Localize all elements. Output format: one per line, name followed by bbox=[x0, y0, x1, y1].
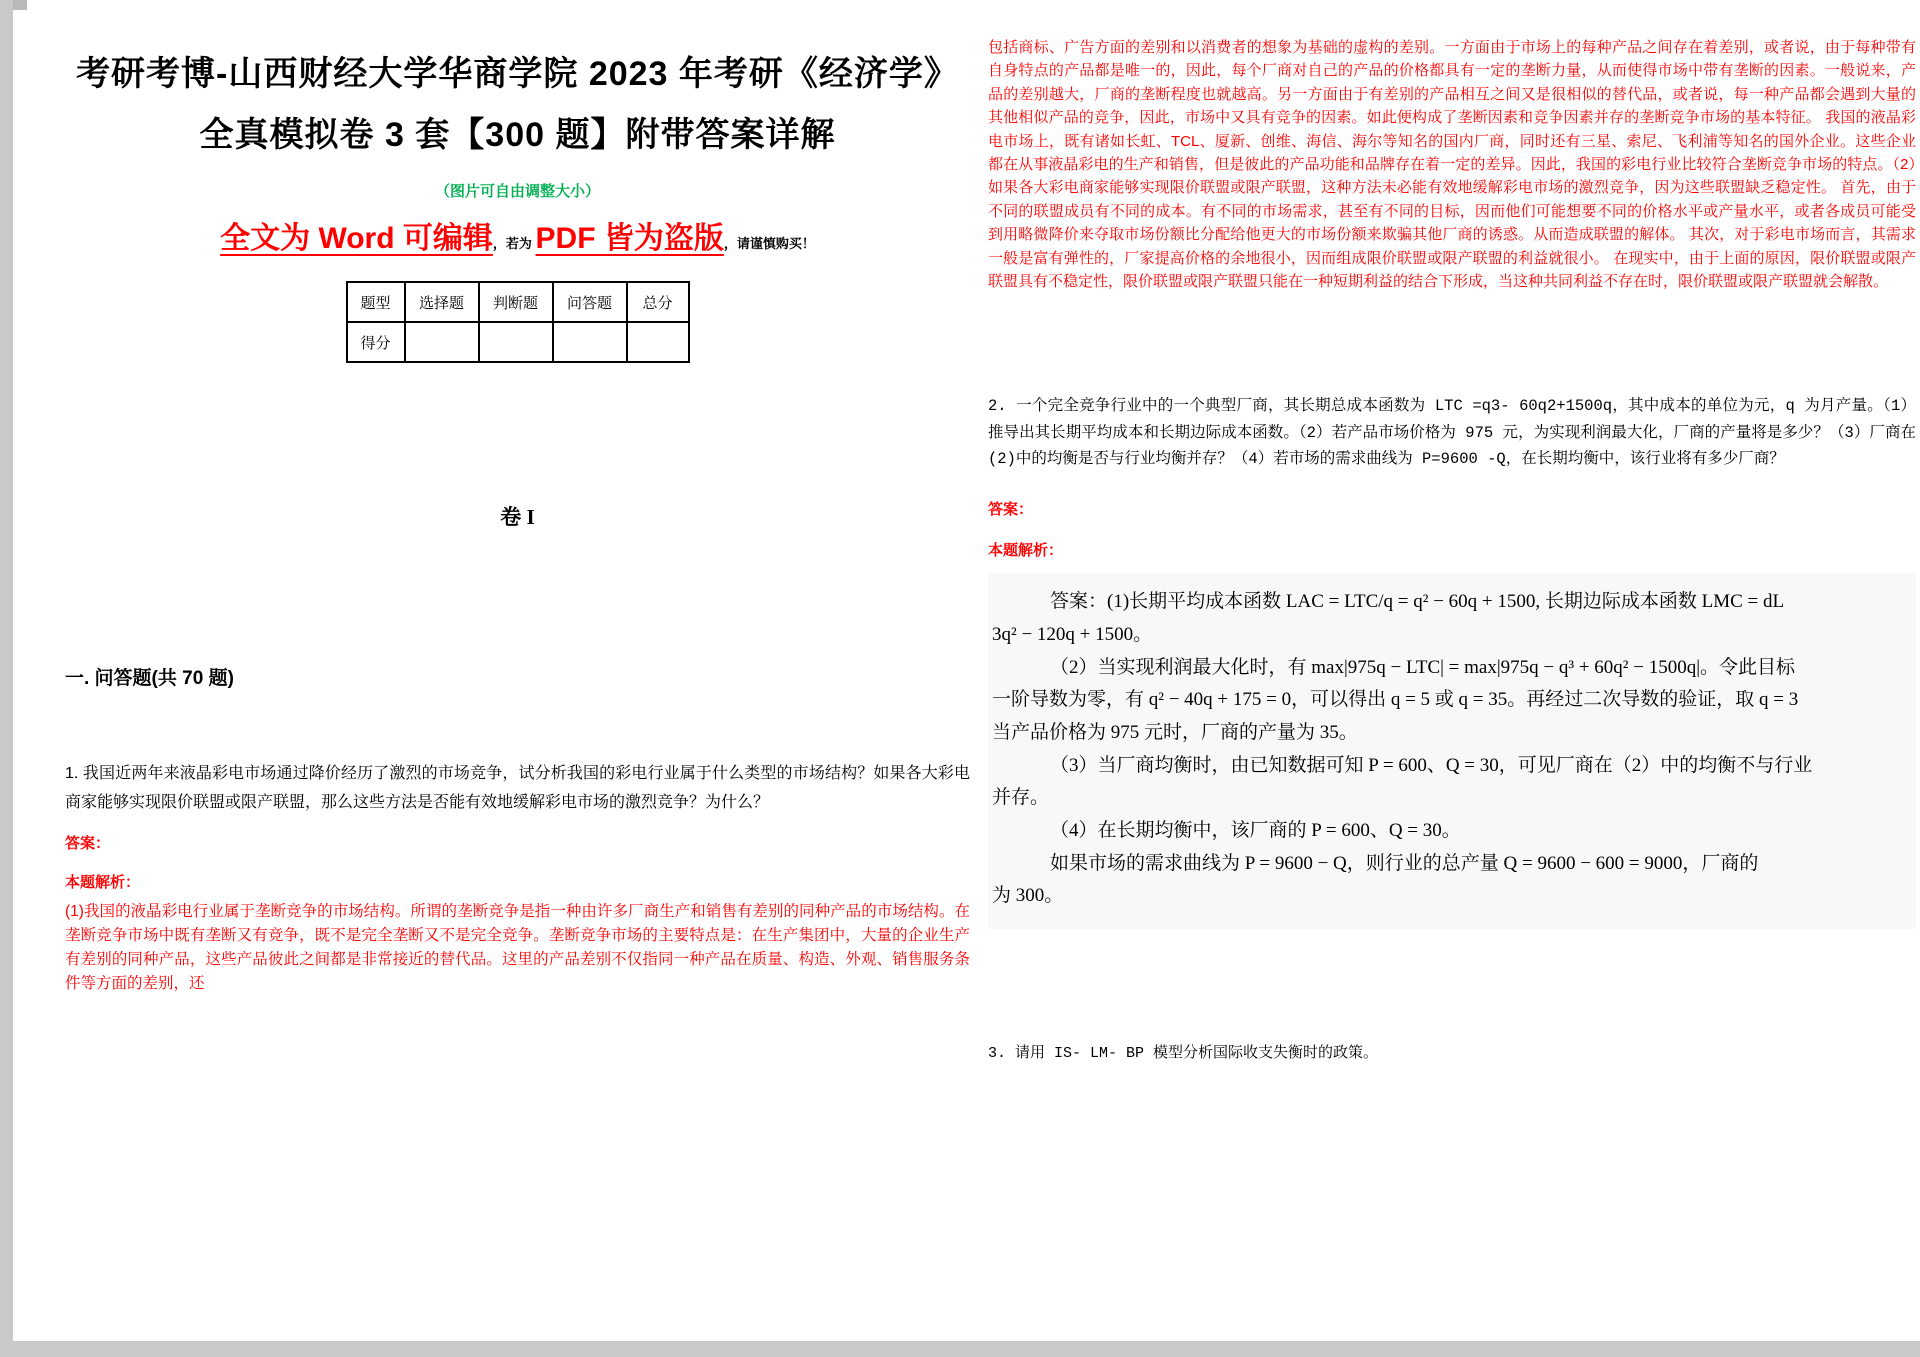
scan-artifact bbox=[13, 0, 27, 10]
question-3-text: 3. 请用 IS- LM- BP 模型分析国际收支失衡时的政策。 bbox=[988, 1045, 1379, 1063]
score-cell-empty bbox=[627, 322, 689, 362]
table-header-qa: 问答题 bbox=[553, 282, 627, 322]
purchase-notice bbox=[65, 213, 970, 257]
math-line: 如果市场的需求曲线为 P = 9600 − Q，则行业的总产量 Q = 9600 − 600 = 9000，厂商的 bbox=[1050, 852, 1759, 874]
math-line: 并存。 bbox=[992, 787, 1050, 809]
answer-label-q1: 答案： bbox=[65, 834, 111, 852]
score-table bbox=[346, 281, 690, 363]
question-1-text: 1. 我国近两年来液晶彩电市场通过降价经历了激烈的市场竞争，试分析我国的彩电行业属于什么类型的市场结构？如果各大彩电商家能够实现限价联盟或限产联盟，那么这些方法是否能有效地缓解彩电市场的激烈竞争？为什么？ bbox=[65, 765, 970, 812]
answer-label-q2: 答案： bbox=[988, 501, 1034, 519]
q1-analysis-text: (1)我国的液晶彩电行业属于垄断竞争的市场结构。所谓的垄断竞争是指一种由许多厂商生产和销售有差别的同种产品的市场结构。在垄断竞争市场中既有垄断又有竞争，既不是完全垄断又不是完全竞争。垄断竞争市场的主要特点是：在生产集团中，大量的企业生产有差别的同种产品，这些产品彼此之间都是非常接近的替代品。这里的产品差别不仅指同一种产品在质量、构造、外观、销售服务条件等方面的差别，还 bbox=[65, 902, 970, 993]
analysis-label-q2: 本题解析： bbox=[988, 542, 1064, 560]
score-cell-empty bbox=[479, 322, 553, 362]
math-line: 答案：(1)长期平均成本函数 LAC = LTC/q = q² − 60q + 1500, 长期边际成本函数 LMC = dL bbox=[1050, 591, 1785, 613]
q1-analysis-continuation: 包括商标、广告方面的差别和以消费者的想象为基础的虚构的差别。一方面由于市场上的每种产品之间存在着差别，或者说，由于每种带有自身特点的产品都是唯一的，因此，每个厂商对自己的产品的价格都具有一定的垄断力量，从而使得市场中带有垄断的因素。一般说来，产品的差别越大，厂商的垄断程度也就越高。另一方面由于有差别的产品相互之间又是很相似的替代品，或者说，每一种产品都会遇到大量的其他相似产品的竞争，因此，市场中又具有竞争的因素。如此便构成了垄断因素和竞争因素并存的垄断竞争市场的基本特征。 我国的液晶彩电市场上，既有诸如长虹、TCL、厦新、创维、海信、海尔等知名的国内厂商，同时还有三星、索尼、飞利浦等知名的国外企业。这些企业都在从事液晶彩电的生产和销售，但是彼此的产品功能和品牌存在着一定的差异。因此，我国的彩电行业比较符合垄断竞争市场的特点。（2）如果各大彩电商家能够实现限价联盟或限产联盟，这种方法未必能有效地缓解彩电市场的激烈竞争，因为这些联盟缺乏稳定性。 首先，由于不同的联盟成员有不同的成本。有不同的市场需求，甚至有不同的目标，因而他们可能想要不同的价格水平或产量水平，或者各成员可能受到用略微降价来夺取市场份额比分配给他更大的市场份额来欺骗其他厂商的诱惑。从而造成联盟的解体。 其次，对于彩电市场而言，其需求一般是富有弹性的，厂家提高价格的余地很小，因而组成限价联盟或限产联盟的利益就很小。 在现实中，由于上面的原因，限价联盟或限产联盟具有不稳定性，限价联盟或限产联盟只能在一种短期利益的结合下形成，当这种共同利益不存在时，限价联盟或限产联盟就会解散。 bbox=[988, 39, 1916, 290]
math-line: （3）当厂商均衡时，由已知数据可知 P = 600、Q = 30，可见厂商在（2）中的均衡不与行业 bbox=[1050, 754, 1813, 776]
word-editable-text: 全文为 Word 可编辑 bbox=[220, 222, 493, 256]
score-cell-empty bbox=[553, 322, 627, 362]
score-cell-empty bbox=[405, 322, 479, 362]
section-heading: 一. 问答题(共 70 题) bbox=[65, 668, 234, 690]
volume-heading: 卷 I bbox=[500, 505, 535, 530]
math-line: 当产品价格为 975 元时，厂商的产量为 35。 bbox=[992, 722, 1358, 744]
math-line: 3q² − 120q + 1500。 bbox=[992, 624, 1153, 645]
analysis-label-q1: 本题解析： bbox=[65, 873, 141, 891]
math-line: （4）在长期均衡中，该厂商的 P = 600、Q = 30。 bbox=[1050, 820, 1461, 842]
right-column bbox=[988, 30, 1916, 1062]
table-header-multiple-choice: 选择题 bbox=[405, 282, 479, 322]
math-line: 为 300。 bbox=[992, 885, 1064, 907]
pdf-pirated-text: PDF 皆为盗版 bbox=[535, 222, 724, 256]
notice-separator-2: ，请谨慎购买！ bbox=[723, 236, 815, 252]
document-title: 考研考博-山西财经大学华商学院 2023 年考研《经济学》全真模拟卷 3 套【300 题】附带答案详解 bbox=[76, 55, 959, 155]
left-column bbox=[65, 30, 970, 996]
score-table-header-row bbox=[347, 282, 689, 322]
score-row-label: 得分 bbox=[347, 322, 405, 362]
table-header-true-false: 判断题 bbox=[479, 282, 553, 322]
q2-math-solution bbox=[988, 574, 1916, 929]
math-line: （2）当实现利润最大化时，有 max|975q − LTC| = max|975q − q³ + 60q² − 1500q|。令此目标 bbox=[1050, 656, 1795, 678]
math-line: 一阶导数为零，有 q² − 40q + 175 = 0，可以得出 q = 5 或 q = 35。再经过二次导数的验证，取 q = 3 bbox=[992, 689, 1799, 711]
table-header-total: 总分 bbox=[627, 282, 689, 322]
notice-separator-1: ，若为 bbox=[492, 236, 536, 252]
score-table-score-row bbox=[347, 322, 689, 362]
document-page bbox=[13, 0, 1920, 1341]
resize-note: （图片可自由调整大小） bbox=[434, 183, 600, 201]
question-2-text: 2. 一个完全竞争行业中的一个典型厂商，其长期总成本函数为 LTC =q3- 60q2+1500q，其中成本的单位为元，q 为月产量。（1）推导出其长期平均成本和长期边际成本函数。（2）若产品市场价格为 975 元，为实现利润最大化，厂商的产量将是多少？（3）厂商在(2)中的均衡是否与行业均衡并存？（4）若市场的需求曲线为 P=9600 -Q，在长期均衡中，该行业将有多少厂商？ bbox=[988, 397, 1916, 468]
table-header-question-type: 题型 bbox=[347, 282, 405, 322]
